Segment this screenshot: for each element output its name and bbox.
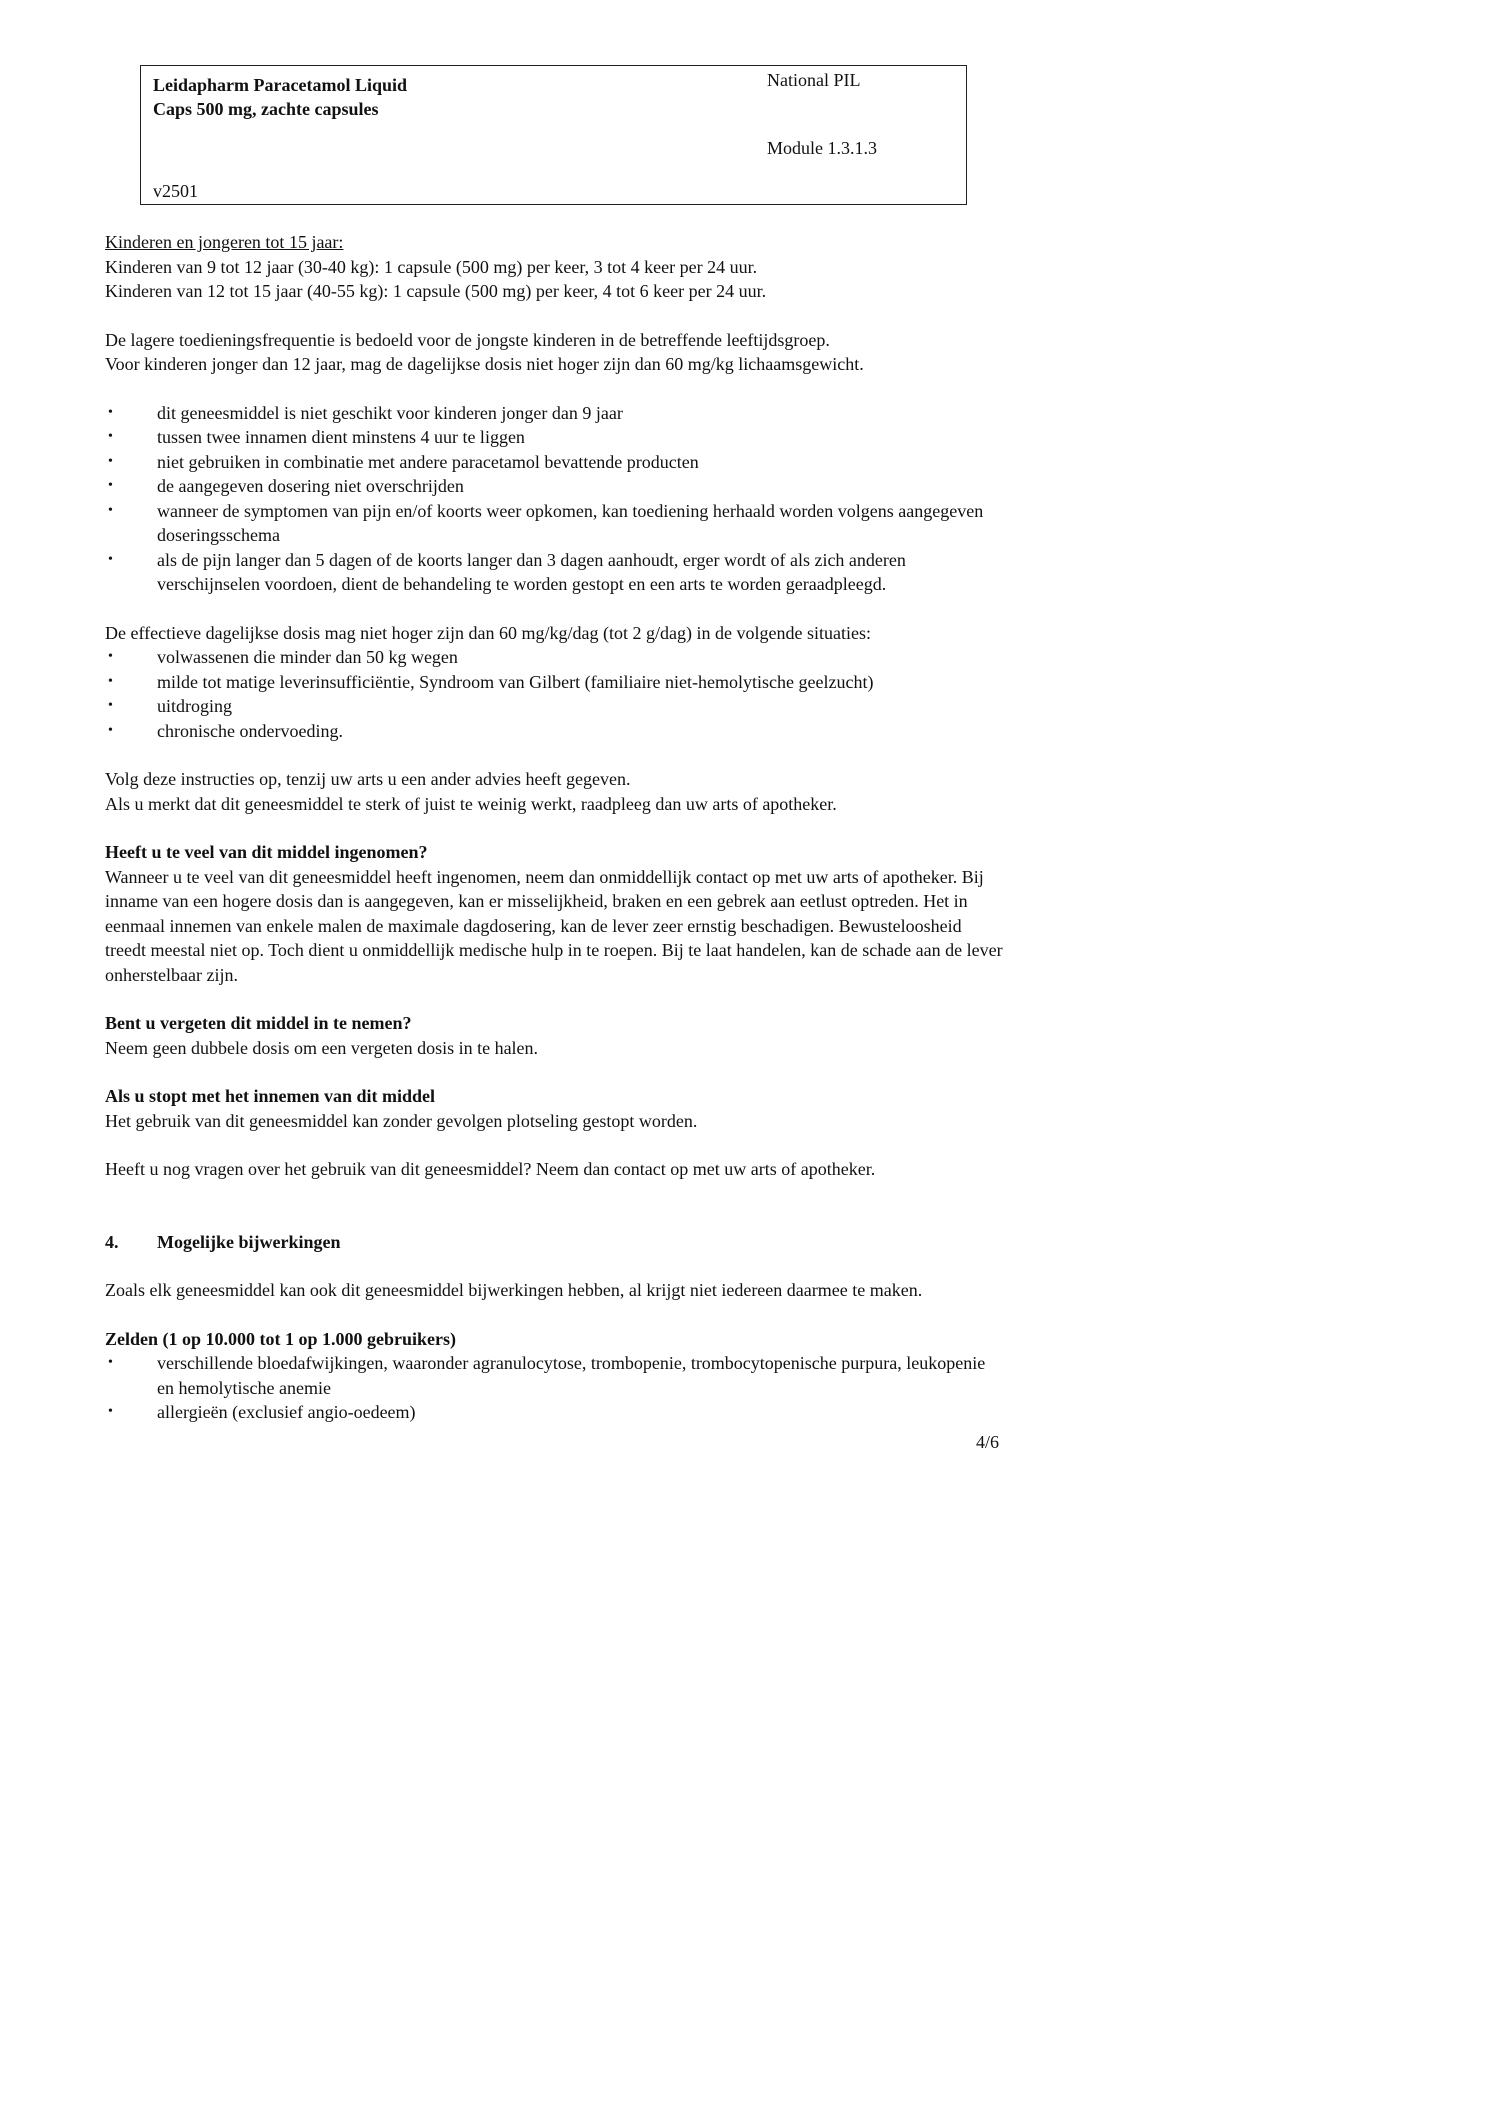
overdose-heading: Heeft u te veel van dit middel ingenomen? — [105, 842, 428, 862]
frequency-paragraph: De lagere toedieningsfrequentie is bedoeld voor de jongste kinderen in de betreffende leeftijdsgroep. — [105, 329, 830, 350]
version-label: v2501 — [153, 181, 198, 201]
section-title: Mogelijke bijwerkingen — [157, 1231, 341, 1252]
effective-dose-list — [105, 645, 1005, 743]
list-item: • uitdroging — [105, 694, 1005, 719]
bullet-icon: • — [108, 649, 113, 664]
warnings-list — [105, 401, 1005, 597]
list-item: • de aangegeven dosering niet overschrijden — [105, 474, 1005, 499]
questions-paragraph: Heeft u nog vragen over het gebruik van dit geneesmiddel? Neem dan contact op met uw arts of apotheker. — [105, 1159, 876, 1179]
rare-heading: Zelden (1 op 10.000 tot 1 op 1.000 gebruikers) — [105, 1328, 456, 1349]
list-item: • niet gebruiken in combinatie met andere paracetamol bevattende producten — [105, 450, 1005, 475]
forgotten-paragraph: Neem geen dubbele dosis om een vergeten dosis in te halen. — [105, 1037, 539, 1058]
section-heading — [105, 1230, 1005, 1255]
page-number: 4/6 — [976, 1432, 1000, 1452]
list-item: • als de pijn langer dan 5 dagen of de koorts langer dan 3 dagen aanhoudt, erger wordt of als zich anderen verschijnselen voordoen, dient de behandeling te worden gestopt en een arts te worden geraadpleegd. — [108, 549, 906, 594]
instructions-paragraph: Volg deze instructies op, tenzij uw arts u een ander advies heeft gegeven. — [105, 769, 631, 789]
product-title-line1: Leidapharm Paracetamol Liquid — [153, 75, 408, 95]
bullet-icon: • — [108, 1355, 113, 1370]
list-item: • volwassenen die minder dan 50 kg wegen — [105, 645, 1005, 670]
stopping-heading: Als u stopt met het innemen van dit middel — [105, 1086, 436, 1106]
bullet-icon: • — [108, 673, 113, 689]
list-item: • dit geneesmiddel is niet geschikt voor kinderen jonger dan 9 jaar — [105, 401, 1005, 426]
frequency-paragraph: Voor kinderen jonger dan 12 jaar, mag de dagelijkse dosis niet hoger zijn dan 60 mg/kg lichaamsgewicht. — [105, 354, 864, 374]
rare-side-effects-list — [105, 1351, 1005, 1425]
children-heading: Kinderen en jongeren tot 15 jaar: — [105, 232, 344, 252]
document-type: National PIL — [767, 70, 861, 90]
list-item: • allergieën (exclusief angio-oedeem) — [105, 1400, 1005, 1425]
bullet-icon: • — [108, 722, 113, 738]
list-item: • tussen twee innamen dient minstens 4 uur te liggen — [105, 425, 1005, 450]
bullet-icon: • — [108, 551, 113, 567]
bullet-icon: • — [108, 429, 113, 444]
section-number: 4. — [105, 1231, 119, 1252]
overdose-paragraph: Wanneer u te veel van dit geneesmiddel heeft ingenomen, neem dan onmiddellijk contact op met uw arts of apotheker. Bij inname van een hogere dosis dan is aangegeven, kan er misselijkheid, braken en een gebrek aan eetlust optreden. Het in eenmaal innemen van enkele malen de maximale dagdosering, kan de lever zeer ernstig beschadigen. Bewusteloosheid treedt meestal niet op. Toch dient u onmiddellijk medische hulp in te roepen. Bij te laat handelen, kan de schade aan de lever onherstelbaar zijn. — [105, 866, 1003, 985]
list-item: • milde tot matige leverinsufficiëntie, Syndroom van Gilbert (familiaire niet-hemolytische geelzucht) — [105, 670, 1005, 695]
list-item: • chronische ondervoeding. — [105, 719, 1005, 744]
bullet-icon: • — [108, 698, 113, 713]
instructions-paragraph: Als u merkt dat dit geneesmiddel te sterk of juist te weinig werkt, raadpleeg dan uw arts of apotheker. — [105, 793, 837, 814]
children-dose-line: Kinderen van 9 tot 12 jaar (30-40 kg): 1 capsule (500 mg) per keer, 3 tot 4 keer per 24 uur. — [105, 256, 758, 277]
stopping-paragraph: Het gebruik van dit geneesmiddel kan zonder gevolgen plotseling gestopt worden. — [105, 1110, 698, 1131]
bullet-icon: • — [108, 404, 113, 420]
list-item: • wanneer de symptomen van pijn en/of koorts weer opkomen, kan toediening herhaald worden volgens aangegeven doseringsschema — [108, 500, 984, 545]
product-title — [153, 73, 407, 121]
list-item: • verschillende bloedafwijkingen, waaronder agranulocytose, trombopenie, trombocytopenische purpura, leukopenie en hemolytische anemie — [108, 1353, 986, 1398]
document-body — [105, 230, 1005, 1425]
product-title-line2: Caps 500 mg, zachte capsules — [153, 99, 379, 119]
bullet-icon: • — [108, 502, 113, 518]
module-number: Module 1.3.1.3 — [767, 138, 877, 158]
forgotten-heading: Bent u vergeten dit middel in te nemen? — [105, 1013, 412, 1033]
bullet-icon: • — [108, 478, 113, 493]
children-dose-line: Kinderen van 12 tot 15 jaar (40-55 kg): 1 capsule (500 mg) per keer, 4 tot 6 keer per 24 uur. — [105, 281, 767, 301]
document-header — [140, 65, 967, 205]
effective-dose-intro: De effectieve dagelijkse dosis mag niet hoger zijn dan 60 mg/kg/dag (tot 2 g/dag) in de volgende situaties: — [105, 622, 871, 643]
bullet-icon: • — [108, 1404, 113, 1419]
side-effects-intro: Zoals elk geneesmiddel kan ook dit geneesmiddel bijwerkingen hebben, al krijgt niet iedereen daarmee te maken. — [105, 1280, 923, 1300]
bullet-icon: • — [108, 453, 113, 469]
